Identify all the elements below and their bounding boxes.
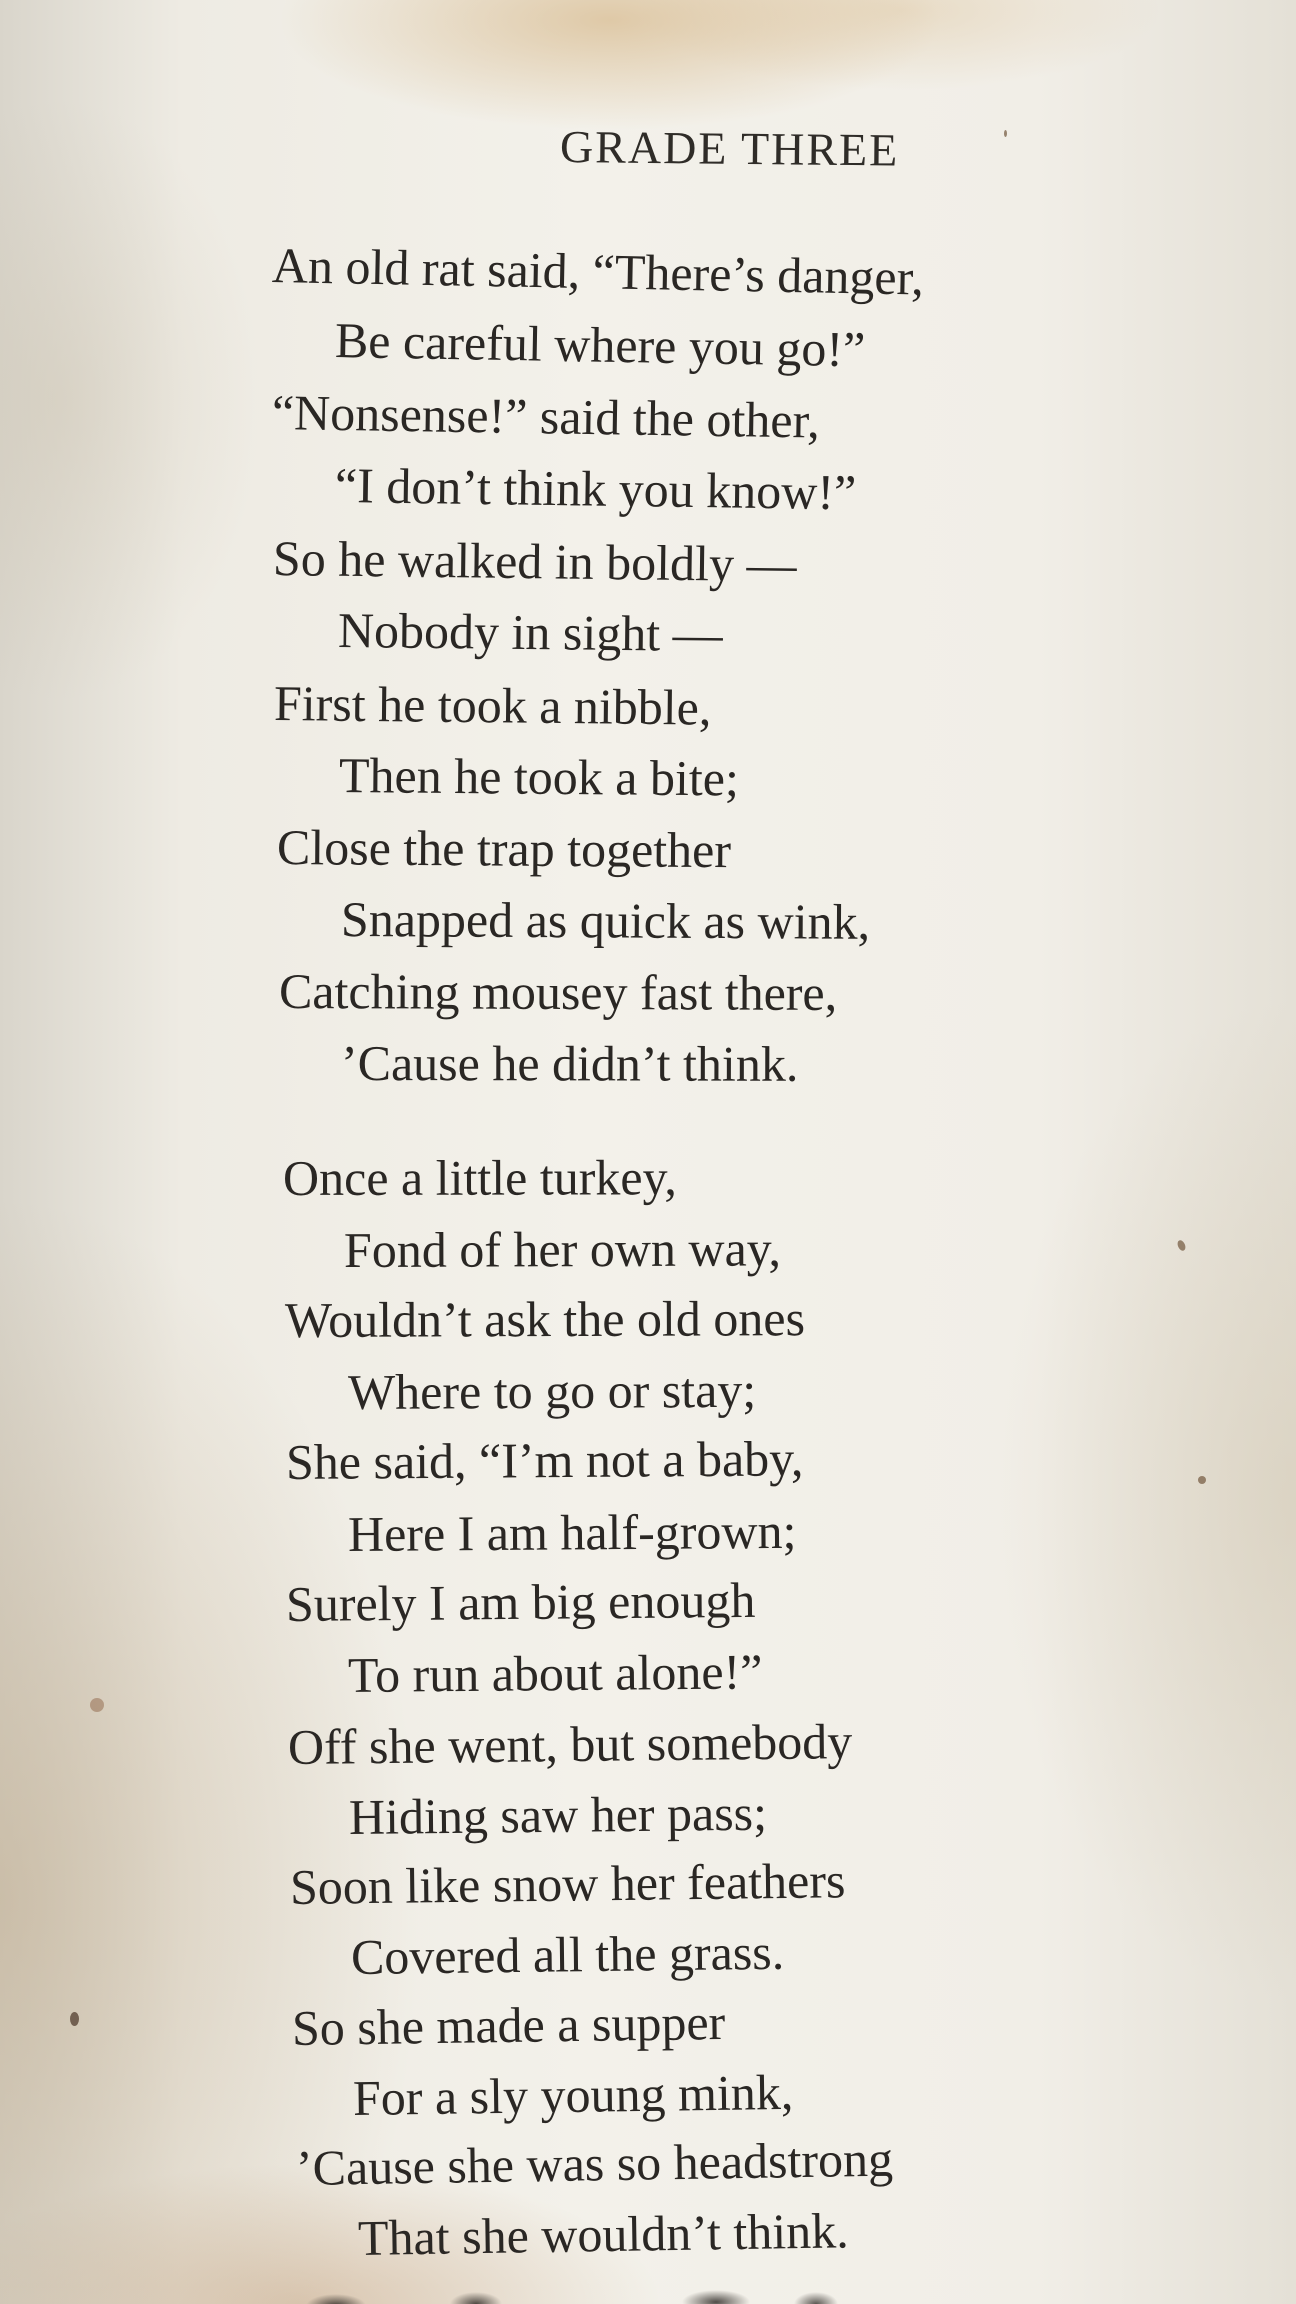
poem-line: Close the trap together [276,819,732,879]
poem-line: “I don’t think you know!” [334,457,857,521]
poem-line: Fond of her own way, [343,1220,782,1278]
poem-line: Once a little turkey, [282,1149,677,1206]
poem-line: Nobody in sight — [337,602,724,663]
poem-line: ’Cause she was so headstrong [295,2130,894,2196]
poem-line: Here I am half-grown; [347,1502,797,1562]
poem-line: Surely I am big enough [285,1571,756,1632]
poem-line: Catching mousey fast there, [278,963,838,1021]
poem-line: Off she went, but somebody [287,1713,853,1775]
poem-line: Hiding saw her pass; [348,1784,768,1845]
poem-line: Snapped as quick as wink, [340,891,871,950]
cut-off-next-line [296,2286,856,2304]
poem-line: Soon like snow her feathers [289,1852,846,1915]
poem-line: First he took a nibble, [273,675,712,736]
poem-line: So she made a supper [291,1993,726,2056]
poem-line: Covered all the grass. [350,1923,785,1985]
poem-line: Wouldn’t ask the old ones [284,1290,806,1348]
poem-line: So he walked in boldly — [272,530,797,593]
poem-line: To run about alone!” [347,1643,763,1703]
poem-line: Then he took a bite; [338,747,740,807]
poem-line: An old rat said, “There’s danger, [271,237,925,306]
poem-line: “Nonsense!” said the other, [271,384,821,449]
running-head: GRADE THREE [559,121,900,176]
poem-line: That she wouldn’t think. [357,2202,850,2266]
poem-line: Be careful where you go!” [334,312,866,378]
poem-line: For a sly young mink, [352,2063,794,2126]
poem-line: Where to go or stay; [347,1361,757,1420]
poem-line: ’Cause he didn’t think. [340,1035,799,1092]
poem-line: She said, “I’m not a baby, [285,1430,804,1490]
